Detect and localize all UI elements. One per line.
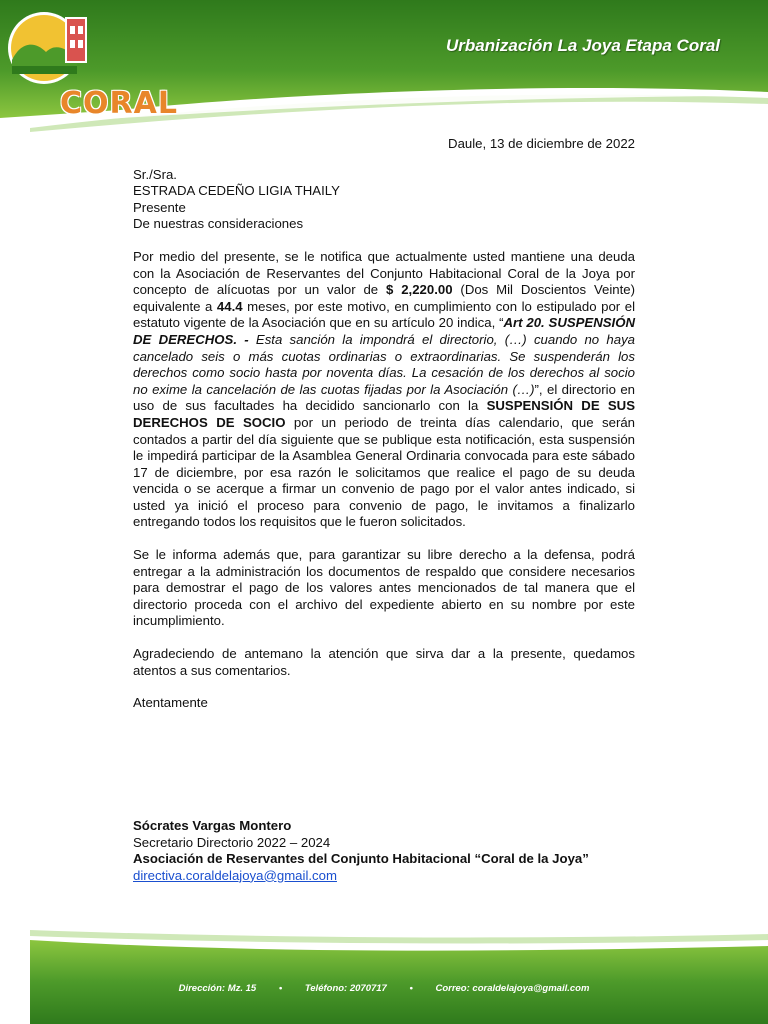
letter-body	[133, 136, 635, 712]
notice-text-2: (Dos Mil Doscientos Veinte) equivalente a	[133, 282, 635, 314]
footer-banner-graphic	[0, 920, 768, 1024]
signer-email-link[interactable]: directiva.coraldelajoya@gmail.com	[133, 867, 337, 883]
footer-email: Correo: coraldelajoya@gmail.com	[435, 983, 590, 994]
signer-role: Secretario Directorio 2022 – 2024	[133, 834, 331, 850]
suspension-label: SUSPENSIÓN DE SUS DERECHOS DE SOCIO	[133, 398, 635, 430]
recipient-name: ESTRADA CEDEÑO LIGIA THAILY	[133, 183, 340, 199]
notice-text-1: Por medio del presente, se le notifica que actualmente usted mantiene una deuda con la Asociación de Reservantes del Conjunto Habitacional Coral de la Joya por concepto de alícuotas por un valor de	[133, 248, 635, 298]
article-title: Art 20. SUSPENSIÓN DE DERECHOS. -	[133, 315, 635, 347]
notice-text-3: meses, por este motivo, en cumplimiento con lo estipulado por el estatuto vigente de la Asociación que en su artículo 20 indica, “	[133, 298, 635, 331]
recipient-salutation: Sr./Sra.	[133, 166, 177, 182]
signature-block	[133, 818, 589, 884]
footer-address: Dirección: Mz. 15	[178, 983, 257, 994]
notice-text-5: por un periodo de treinta días calendario, que serán contados a partir del día siguiente que se publique esta notificación, esta suspensión le impedirá participar de la Asamblea General Ordinaria convocada para este sábado 17 de diciembre, por esa razón le solicitamos que realice el pago de su deuda vencida o se acerque a firmar un convenio de pago por el valor antes indicado, si usted ya inició el proceso para convenio de pago, le invitamos a finalizarlo entregando todos los requisitos que le fueron solicitados.	[133, 414, 635, 530]
recipient-block	[133, 167, 635, 233]
notice-text-4: ”, el directorio en uso de sus facultades ha decidido sancionarlo con la	[133, 381, 635, 414]
letter-date: Daule, 13 de diciembre de 2022	[448, 136, 635, 151]
footer-separator-2: •	[409, 983, 413, 994]
paragraph-defense: Se le informa además que, para garantizar su libre derecho a la defensa, podrá entregar a la administración los documentos de respaldo que considere necesarios para demostrar el pago de los valores antes mencionados de tal manera que el directorio proceda con el archivo del expediente abierto en su nombre por este incumplimiento.	[133, 547, 635, 629]
footer-separator-1: •	[278, 983, 283, 994]
signer-name: Sócrates Vargas Montero	[133, 818, 292, 833]
article-quote: Esta sanción la impondrá el directorio, (…) cuando no haya cancelado seis o más cuotas ordinarias o extraordinarias. Se suspenderán los derechos como socio hasta por noventa días. La cesación de los derechos al socio no exime la cancelación de las cuotas fijadas por la Asociación (…)	[133, 331, 635, 397]
letterhead-header	[0, 0, 768, 135]
paragraph-thanks: Agradeciendo de antemano la atención que sirva dar a la presente, quedamos atentos a sus comentarios.	[133, 646, 635, 678]
months-count: 44.4	[216, 298, 243, 314]
recipient-considerations: De nuestras consideraciones	[133, 216, 304, 232]
footer-phone: Teléfono: 2070717	[304, 983, 387, 994]
recipient-presente: Presente	[133, 199, 186, 215]
paragraph-notice	[133, 249, 635, 531]
footer-contact-line	[0, 983, 768, 994]
closing-atentamente: Atentamente	[133, 695, 208, 711]
letterhead-footer	[0, 920, 768, 1024]
debt-amount: $ 2,220.00	[386, 282, 453, 298]
organization-title: Urbanización La Joya Etapa Coral	[446, 36, 720, 55]
signer-association: Asociación de Reservantes del Conjunto Habitacional “Coral de la Joya”	[133, 851, 589, 867]
logo-wordmark: CORAL	[60, 86, 178, 121]
